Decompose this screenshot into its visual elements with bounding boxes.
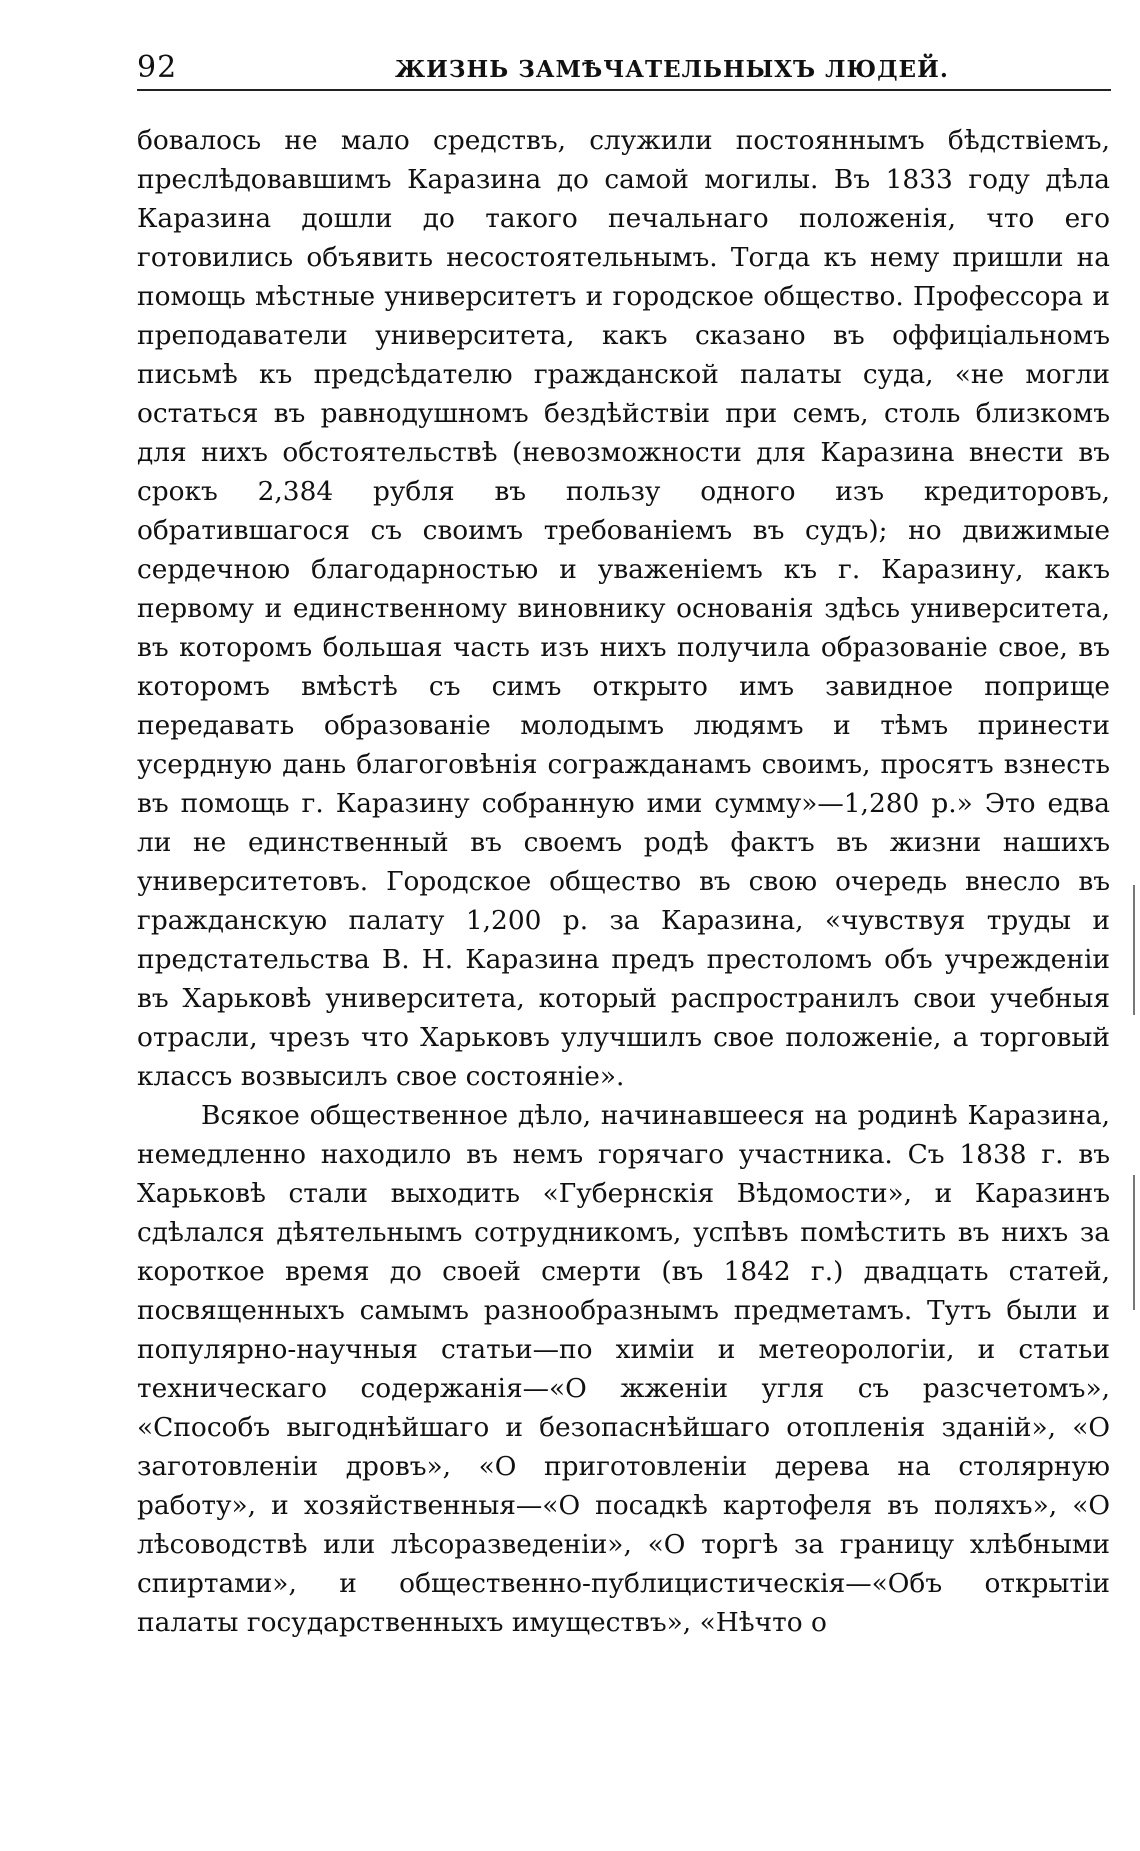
body-paragraph-2: Всякое общественное дѣло, начинавшееся на родинѣ Каразина, немедленно находило въ немъ горячаго участника. Съ 1838 г. въ Харьковѣ стали выходить «Губернскія Вѣдомости», и Каразинъ сдѣлался дѣятельнымъ сотрудникомъ, успѣвъ помѣстить въ нихъ за короткое время до своей смерти (въ 1842 г.) двадцать статей, посвященныхъ самымъ разнообразнымъ предметамъ. Тутъ были и популярно-научныя статьи—по химіи и метеорологіи, и статьи техническаго содержанія—«О жженіи угля съ разсчетомъ», «Способъ выгоднѣйшаго и безопаснѣйшаго отопленія зданій», «О заготовленіи дровъ», «О приготовленіи дерева на столярную работу», и хозяйственныя—«О посадкѣ картофеля въ поляхъ», «О лѣсоводствѣ или лѣсоразведеніи», «О торгѣ за границу хлѣбными спиртами», и общественно-публицистическія—«Объ открытіи палаты государственныхъ имуществъ», «Нѣчто о [137,1100,1110,1638]
right-margin-mark-lower [1133,1175,1135,1310]
page-body [137,121,1110,1642]
header-divider [137,89,1111,91]
body-paragraph-1: бовалось не мало средствъ, служили постояннымъ бѣдствіемъ, преслѣдовавшимъ Каразина до самой могилы. Въ 1833 году дѣла Каразина дошли до такого печальнаго положенія, что его готовились объявить несостоятельнымъ. Тогда къ нему пришли на помощь мѣстные университетъ и городское общество. Профессора и преподаватели университета, какъ сказано въ оффиціальномъ письмѣ къ предсѣдателю гражданской палаты суда, «не могли остаться въ равнодушномъ бездѣйствіи при семъ, столь близкомъ для нихъ обстоятельствѣ (невозможности для Каразина внести въ срокъ 2,384 рубля въ пользу одного изъ кредиторовъ, обратившагося съ своимъ требованіемъ въ судъ); но движимые сердечною благодарностью и уваженіемъ къ г. Каразину, какъ первому и единственному виновнику основанія здѣсь университета, въ которомъ большая часть изъ нихъ получила образованіе свое, въ которомъ вмѣстѣ съ симъ открыто имъ завидное поприще передавать образованіе молодымъ людямъ и тѣмъ принести усердную дань благоговѣнія согражданамъ своимъ, просятъ взнесть въ помощь г. Каразину собранную ими сумму»—1,280 р.» Это едва ли не единственный въ своемъ родѣ фактъ въ жизни нашихъ университетовъ. Городское общество въ свою очередь внесло въ гражданскую палату 1,200 р. за Каразина, «чувствуя труды и предстательства В. Н. Каразина предъ престоломъ объ учрежденіи въ Харьковѣ университета, который распространилъ свои учебныя отрасли, чрезъ что Харьковъ улучшилъ свое положеніе, а торговый классъ возвысилъ свое состояніе». [137,125,1110,1092]
running-title: ЖИЗНЬ ЗАМѢЧАТЕЛЬНЫХЪ ЛЮДЕЙ. [395,56,949,83]
page-header [137,48,1110,88]
right-margin-mark-upper [1133,885,1135,1015]
page-number: 92 [137,50,178,85]
